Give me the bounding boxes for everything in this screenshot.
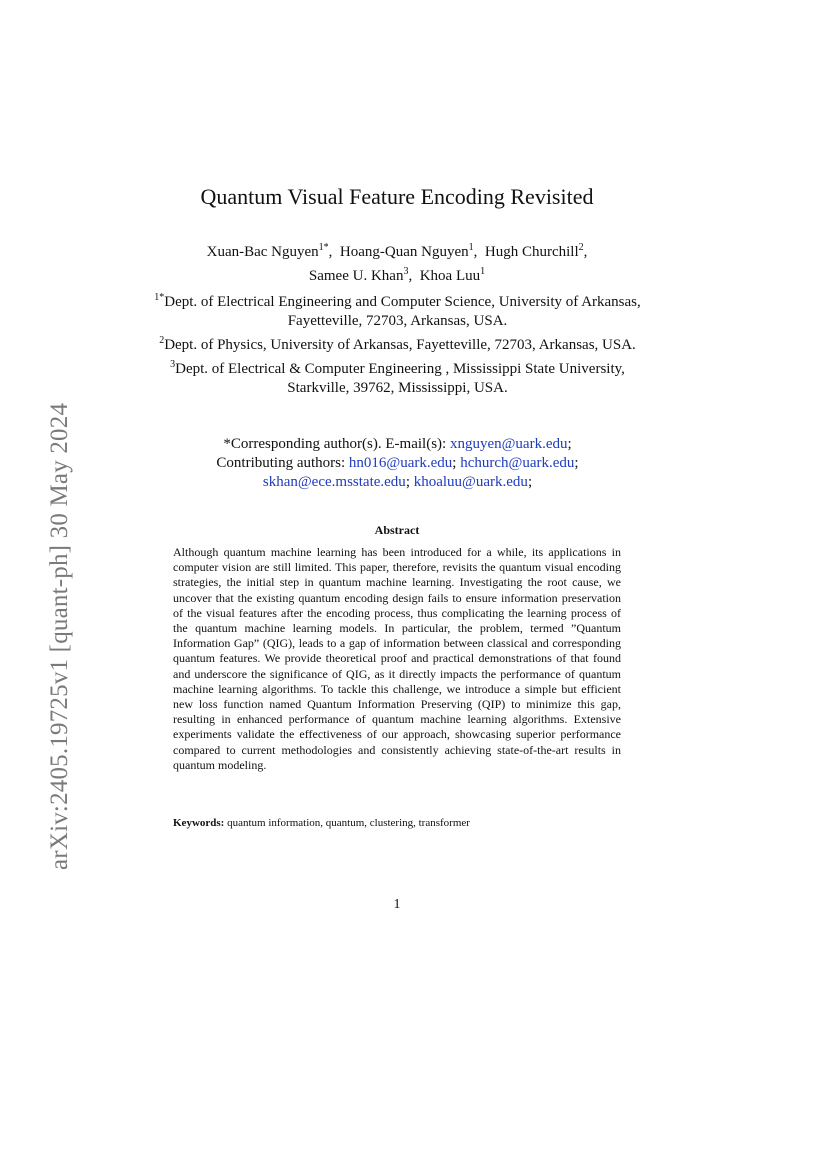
contributing-label: Contributing authors: (216, 455, 346, 471)
keywords-text: quantum information, quantum, clustering, transformer (227, 817, 470, 829)
author-list: Xuan-Bac Nguyen$^{1*}$, Hoang-Quan Nguyen$^1$, Hugh Churchill$^2$, Samee U. Khan$^3$, Khoa Luu$^1$ (206, 242, 588, 284)
author-name: Hoang-Quan Nguyen (339, 244, 469, 260)
affil-text: Dept. of Physics, University of Arkansas, Fayetteville, 72703, Arkansas, USA. (164, 337, 636, 353)
paper-title: Quantum Visual Feature Encoding Revisited (200, 184, 594, 209)
author-name: Samee U. Khan (308, 268, 404, 284)
affiliation-item (150, 331, 645, 355)
affiliation-item (150, 288, 645, 331)
author-affil-mark: 2 (578, 242, 584, 253)
abstract-text: Although quantum machine learning has been introduced for a while, its applications in computer vision are still limited. This paper, therefore, revisits the quantum visual encoding strategies, the initial step in quantum machine learning. Investigating the root cause, we uncover that the existing quantum encoding design fails to ensure information preservation of the visual features after the encoding process, thus complicating the learning process of the quantum machine learning models. In particular, the problem, termed ”Quantum Information Gap” (QIG), leads to a gap of information between classical and corresponding quantum features. We provide theoretical proof and practical demonstrations of that found and underscore the significance of QIG, as it directly impacts the performance of quantum machine learning algorithms. To tackle this challenge, we introduce a simple but efficient new loss function named Quantum Information Preserving (QIP) to minimize this gap, resulting in enhanced performance of quantum machine learning algorithms. Extensive experiments validate the effectiveness of our approach, showcasing superior performance compared to current methodologies and consistently achieving state-of-the-art results in quantum modeling. (173, 545, 621, 772)
affiliation-list (150, 288, 645, 398)
contributor-email-link[interactable]: hchurch@uark.edu (460, 455, 575, 471)
arxiv-sidebar (20, 345, 73, 870)
page-number: 1 (393, 897, 401, 912)
affil-text: Dept. of Electrical & Computer Engineering , Mississippi State University, Starkville, 39762, Mississippi, USA. (175, 361, 625, 396)
arxiv-identifier: arXiv:2405.19725v1 [quant-ph] 30 May 2024 (46, 402, 73, 870)
affil-mark: 1* (154, 292, 165, 303)
affiliation-item (150, 355, 645, 398)
affil-mark: 2 (159, 335, 165, 346)
author-affil-mark: 3 (403, 266, 409, 277)
contributor-email-link[interactable]: khoaluu@uark.edu (413, 474, 528, 490)
keywords-label: Keywords: (173, 817, 225, 829)
author-affil-mark: 1* (318, 242, 329, 253)
affil-mark: 3 (170, 359, 176, 370)
contributor-email-link[interactable]: skhan@ece.msstate.edu (262, 474, 406, 490)
corresponding-label: *Corresponding author(s). E-mail(s): (223, 436, 447, 452)
contributor-email-link[interactable]: hn016@uark.edu (348, 455, 453, 471)
author-name: Hugh Churchill (484, 244, 579, 260)
author-affil-mark: 1 (480, 266, 486, 277)
correspondence-block: *Corresponding author(s). E-mail(s): xnguyen@uark.edu; Contributing authors: hn016@uark.edu; hchurch@uark.edu; skhan@ece.msstate.edu; khoaluu@uark.edu; (216, 436, 579, 490)
affil-text: Dept. of Electrical Engineering and Computer Science, University of Arkansas, Fayetteville, 72703, Arkansas, USA. (164, 294, 641, 329)
corresponding-email-link[interactable]: xnguyen@uark.edu (449, 436, 568, 452)
keywords-line (173, 817, 621, 829)
author-name: Xuan-Bac Nguyen (206, 244, 319, 260)
author-affil-mark: 1 (468, 242, 474, 253)
abstract-heading: Abstract (374, 523, 420, 537)
author-name: Khoa Luu (419, 268, 481, 284)
